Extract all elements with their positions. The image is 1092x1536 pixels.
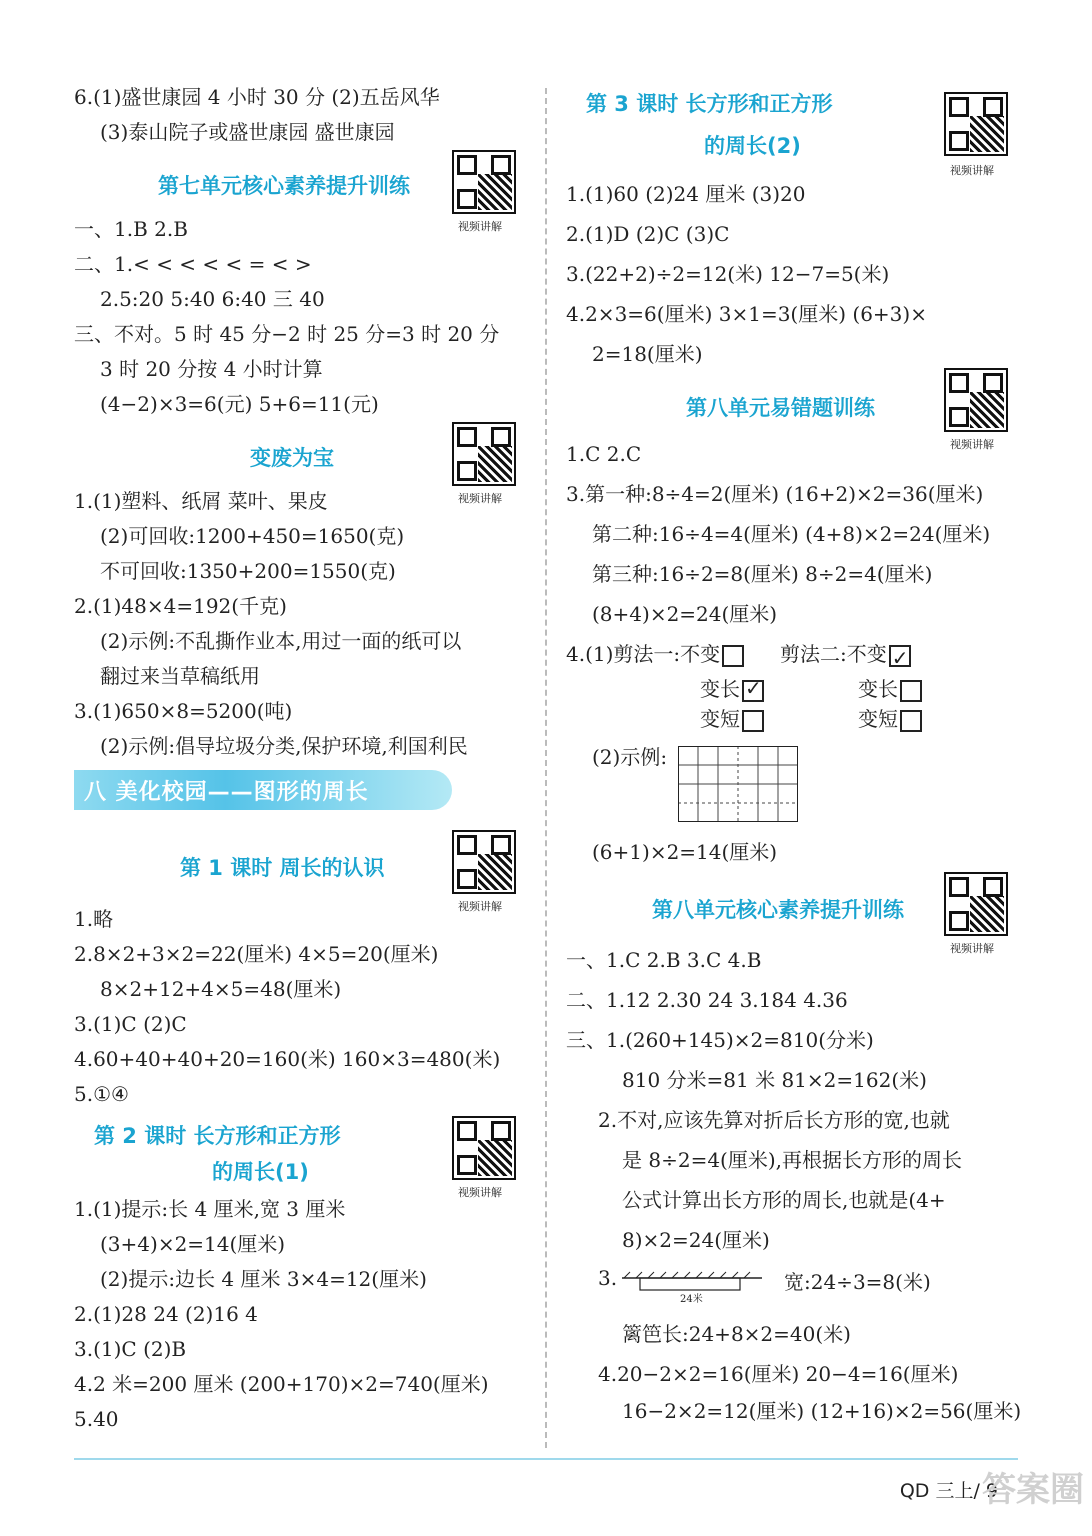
answer-line: 1.(1)60 (2)24 厘米 (3)20 — [566, 182, 806, 206]
qr-code-icon[interactable] — [452, 830, 516, 894]
checkbox-checked — [889, 645, 911, 667]
answer-line: 第三种:16÷2=8(厘米) 8÷2=4(厘米) — [592, 562, 933, 586]
section-title-lesson1 — [74, 840, 530, 913]
qr-code-icon[interactable] — [452, 422, 516, 486]
fence-figure — [622, 1270, 762, 1304]
q4-example-block — [566, 740, 1018, 832]
qr-caption: 视频讲解 — [950, 942, 994, 955]
q4-method2-text: 剪法二:不变 — [780, 642, 887, 666]
answer-line: 4.20−2×2=16(厘米) 20−4=16(厘米) — [598, 1362, 959, 1386]
answer-line: 3 时 20 分按 4 小时计算 — [100, 357, 323, 381]
answer-line: 2.(1)48×4=192(千克) — [74, 594, 287, 618]
answer-line: 一、1.B 2.B — [74, 217, 188, 241]
lesson1-title: 第 1 课时 周长的认识 — [180, 856, 385, 880]
lesson2-title-line1: 第 2 课时 长方形和正方形 — [94, 1124, 341, 1148]
qr-caption: 视频讲解 — [458, 900, 502, 913]
answer-line: 第二种:16÷4=4(厘米) (4+8)×2=24(厘米) — [592, 522, 991, 546]
answer-line: (3+4)×2=14(厘米) — [100, 1232, 286, 1256]
answer-line: 5.40 — [74, 1407, 119, 1431]
answer-line-q4 — [566, 704, 1018, 740]
checkbox — [742, 710, 764, 732]
page-footer: QD 三上/ 9 — [899, 1480, 998, 1502]
answer-line: 三、不对。5 时 45 分−2 时 25 分=3 时 20 分 — [74, 322, 500, 346]
errors-title: 第八单元易错题训练 — [686, 396, 875, 420]
answer-line: 1.(1)提示:长 4 厘米,宽 3 厘米 — [74, 1197, 346, 1221]
fence-length-label: 24米 — [680, 1294, 703, 1304]
q4-longer-text: 变长 — [858, 677, 898, 701]
watermark-logo: 答案圈 — [982, 1470, 1084, 1510]
section-title-lesson2 — [74, 1112, 530, 1199]
checkbox — [722, 645, 744, 667]
answer-line: (4−2)×3=6(元) 5+6=11(元) — [100, 392, 379, 416]
qr-caption: 视频讲解 — [950, 438, 994, 451]
checkbox — [900, 680, 922, 702]
answer-line: (2)可回收:1200+450=1650(克) — [100, 524, 405, 548]
q4-longer-label — [858, 674, 922, 704]
q3-label: 3. — [598, 1266, 618, 1290]
answer-line: 810 分米=81 米 81×2=162(米) — [622, 1068, 927, 1092]
q4-longer-text: 变长 — [700, 677, 740, 701]
qr-code-icon[interactable] — [944, 368, 1008, 432]
qr-caption: 视频讲解 — [950, 164, 994, 177]
q4-longer-label — [700, 674, 764, 704]
q4-shorter-text: 变短 — [700, 707, 740, 731]
answer-line: (8+4)×2=24(厘米) — [592, 602, 778, 626]
grid-figure — [678, 746, 798, 822]
lesson3-title-line1: 第 3 课时 长方形和正方形 — [586, 92, 833, 116]
answer-line: 三、1.(260+145)×2=810(分米) — [566, 1028, 874, 1052]
answer-line: 6.(1)盛世康园 4 小时 30 分 (2)五岳风华 — [74, 85, 440, 109]
answer-line: 3.(1)C (2)C — [74, 1012, 187, 1036]
answer-line: 3.第一种:8÷4=2(厘米) (16+2)×2=36(厘米) — [566, 482, 984, 506]
answer-line-q4 — [566, 634, 1018, 674]
section-title-unit8 — [566, 872, 1018, 955]
right-column — [566, 80, 1022, 1429]
answer-line: 3.(22+2)÷2=12(米) 12−7=5(米) — [566, 262, 890, 286]
answer-line: 4.2 米=200 厘米 (200+170)×2=740(厘米) — [74, 1372, 489, 1396]
answer-line: 不可回收:1350+200=1550(克) — [100, 559, 396, 583]
section-title-errors — [566, 374, 1018, 451]
qr-code-icon[interactable] — [944, 92, 1008, 156]
q4-shorter-text: 变短 — [858, 707, 898, 731]
checkbox — [900, 710, 922, 732]
answer-line-q4 — [566, 674, 1018, 704]
column-divider — [545, 88, 547, 1448]
answer-line: 是 8÷2=4(厘米),再根据长方形的周长 — [622, 1148, 963, 1172]
qr-code-icon[interactable] — [452, 1116, 516, 1180]
q4-method2-label — [780, 634, 911, 674]
answer-line: 8×2+12+4×5=48(厘米) — [100, 977, 342, 1001]
checkbox-checked — [742, 680, 764, 702]
waste-title: 变废为宝 — [250, 446, 334, 470]
q4-method1-label: 4.(1)剪法一:不变 — [566, 642, 721, 666]
answer-line: 二、1.< < < < < = < > — [74, 252, 312, 276]
answer-line: 2.(1)D (2)C (3)C — [566, 222, 730, 246]
answer-line: (2)提示:边长 4 厘米 3×4=12(厘米) — [100, 1267, 427, 1291]
q3-width: 宽:24÷3=8(米) — [784, 1270, 931, 1294]
answer-line: 2.5:20 5:40 6:40 三 40 — [100, 287, 325, 311]
answer-line: 2.不对,应该先算对折后长方形的宽,也就 — [598, 1108, 950, 1132]
answer-line: 5.①④ — [74, 1082, 129, 1106]
answer-line: 2.(1)28 24 (2)16 4 — [74, 1302, 258, 1326]
q4-shorter-label — [858, 704, 922, 734]
answer-line: 16−2×2=12(厘米) (12+16)×2=56(厘米) — [622, 1399, 1022, 1423]
unit8-banner — [74, 770, 530, 822]
unit7-title: 第七单元核心素养提升训练 — [158, 174, 410, 198]
q3-figure-line — [566, 1260, 1018, 1314]
lesson3-title-line2: 的周长(2) — [704, 134, 801, 158]
answer-line: 8)×2=24(厘米) — [622, 1228, 770, 1252]
answer-line: (3)泰山院子或盛世康园 盛世康园 — [100, 120, 395, 144]
banner-title: 八 美化校园——图形的周长 — [84, 780, 369, 805]
qr-caption: 视频讲解 — [458, 220, 502, 233]
qr-caption: 视频讲解 — [458, 1186, 502, 1199]
answer-line: (2)示例:倡导垃圾分类,保护环境,利国利民 — [100, 734, 468, 758]
lesson2-title-line2: 的周长(1) — [212, 1160, 309, 1184]
answer-line: 公式计算出长方形的周长,也就是(4+ — [622, 1188, 946, 1212]
answer-line: 一、1.C 2.B 3.C 4.B — [566, 948, 762, 972]
left-column — [74, 80, 530, 1437]
answer-line: (2)示例:不乱撕作业本,用过一面的纸可以 — [100, 629, 462, 653]
answer-line: 1.(1)塑料、纸屑 菜叶、果皮 — [74, 489, 328, 513]
answer-line: 1.略 — [74, 907, 114, 931]
answer-line: 4.2×3=6(厘米) 3×1=3(厘米) (6+3)× — [566, 302, 927, 326]
unit8-title: 第八单元核心素养提升训练 — [652, 898, 904, 922]
answer-line: (6+1)×2=14(厘米) — [592, 840, 778, 864]
qr-code-icon[interactable] — [944, 872, 1008, 936]
answer-line: 2.8×2+3×2=22(厘米) 4×5=20(厘米) — [74, 942, 439, 966]
footer-rule — [74, 1458, 1018, 1460]
answer-line: 3.(1)C (2)B — [74, 1337, 187, 1361]
answer-line: 1.C 2.C — [566, 442, 642, 466]
q4-example-label: (2)示例: — [592, 745, 668, 769]
answer-line: 4.60+40+40+20=160(米) 160×3=480(米) — [74, 1047, 501, 1071]
answer-line: 二、1.12 2.30 24 3.184 4.36 — [566, 988, 848, 1012]
answer-line: 3.(1)650×8=5200(吨) — [74, 699, 293, 723]
qr-code-icon[interactable] — [452, 150, 516, 214]
answer-line: 2=18(厘米) — [592, 342, 703, 366]
answer-line: 翻过来当草稿纸用 — [100, 664, 260, 688]
section-title-lesson3 — [566, 80, 1018, 177]
answer-line: 篱笆长:24+8×2=40(米) — [622, 1322, 851, 1346]
q4-shorter-label — [700, 704, 764, 734]
qr-caption: 视频讲解 — [458, 492, 502, 505]
